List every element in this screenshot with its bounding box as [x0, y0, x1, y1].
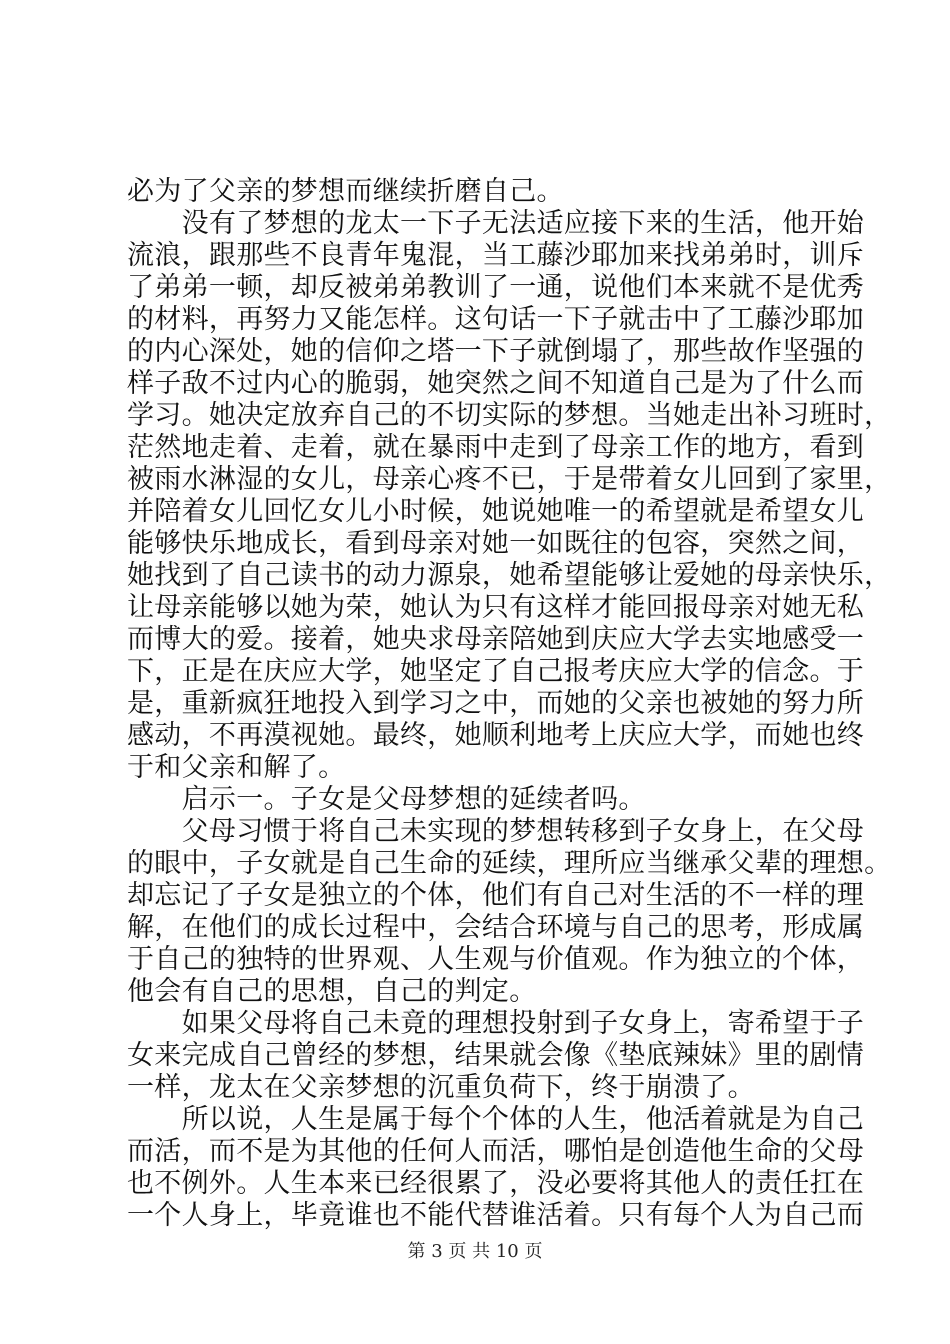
text-line: 于自己的独特的世界观、人生观与价值观。作为独立的个体， [127, 944, 865, 975]
text-line: 让母亲能够以她为荣，她认为只有这样才能回报母亲对她无私 [127, 592, 865, 623]
text-line: 的内心深处，她的信仰之塔一下子就倒塌了，那些故作坚强的 [127, 336, 865, 367]
text-line: 父母习惯于将自己未实现的梦想转移到子女身上，在父母 [127, 816, 865, 847]
text-line: 却忘记了子女是独立的个体，他们有自己对生活的不一样的理 [127, 880, 865, 911]
text-line: 样子敌不过内心的脆弱，她突然之间不知道自己是为了什么而 [127, 368, 865, 399]
page-footer: 第 3 页 共 10 页 [407, 1241, 543, 1262]
text-line: 被雨水淋湿的女儿，母亲心疼不已，于是带着女儿回到了家里， [127, 464, 892, 495]
text-line: 女来完成自己曾经的梦想，结果就会像《垫底辣妹》里的剧情 [127, 1040, 865, 1071]
text-line: 下，正是在庆应大学，她坚定了自己报考庆应大学的信念。于 [127, 656, 865, 687]
text-line: 学习。她决定放弃自己的不切实际的梦想。当她走出补习班时， [127, 400, 892, 431]
text-line: 的材料，再努力又能怎样。这句话一下子就击中了工藤沙耶加 [127, 304, 865, 335]
text-line: 她找到了自己读书的动力源泉，她希望能够让爱她的母亲快乐， [127, 560, 892, 591]
text-line: 所以说，人生是属于每个个体的人生，他活着就是为自己 [127, 1104, 865, 1135]
text-line: 他会有自己的思想，自己的判定。 [127, 976, 537, 1007]
text-line: 是，重新疯狂地投入到学习之中，而她的父亲也被她的努力所 [127, 688, 865, 719]
text-line: 一个人身上，毕竟谁也不能代替谁活着。只有每个人为自己而 [127, 1200, 865, 1231]
text-line: 必为了父亲的梦想而继续折磨自己。 [127, 176, 564, 207]
text-line: 感动，不再漠视她。最终，她顺利地考上庆应大学，而她也终 [127, 720, 865, 751]
text-line: 如果父母将自己未竟的理想投射到子女身上，寄希望于子 [127, 1008, 865, 1039]
text-line: 了弟弟一顿，却反被弟弟教训了一通，说他们本来就不是优秀 [127, 272, 865, 303]
body-text [127, 176, 892, 1232]
text-line: 解，在他们的成长过程中，会结合环境与自己的思考，形成属 [127, 912, 865, 943]
text-line: 没有了梦想的龙太一下子无法适应接下来的生活，他开始 [127, 208, 865, 239]
text-line: 茫然地走着、走着，就在暴雨中走到了母亲工作的地方，看到 [127, 432, 865, 463]
text-line: 的眼中，子女就是自己生命的延续，理所应当继承父辈的理想。 [127, 848, 892, 879]
text-line: 并陪着女儿回忆女儿小时候，她说她唯一的希望就是希望女儿 [127, 496, 865, 527]
text-line: 一样，龙太在父亲梦想的沉重负荷下，终于崩溃了。 [127, 1072, 755, 1103]
text-line: 流浪，跟那些不良青年鬼混，当工藤沙耶加来找弟弟时，训斥 [127, 240, 865, 271]
text-line: 也不例外。人生本来已经很累了，没必要将其他人的责任扛在 [127, 1168, 865, 1199]
text-line: 而活，而不是为其他的任何人而活，哪怕是创造他生命的父母 [127, 1136, 865, 1167]
text-line: 而博大的爱。接着，她央求母亲陪她到庆应大学去实地感受一 [127, 624, 865, 655]
text-line: 能够快乐地成长，看到母亲对她一如既往的包容，突然之间， [127, 528, 865, 559]
text-line: 于和父亲和解了。 [127, 752, 346, 783]
text-line: 启示一。子女是父母梦想的延续者吗。 [127, 784, 646, 815]
